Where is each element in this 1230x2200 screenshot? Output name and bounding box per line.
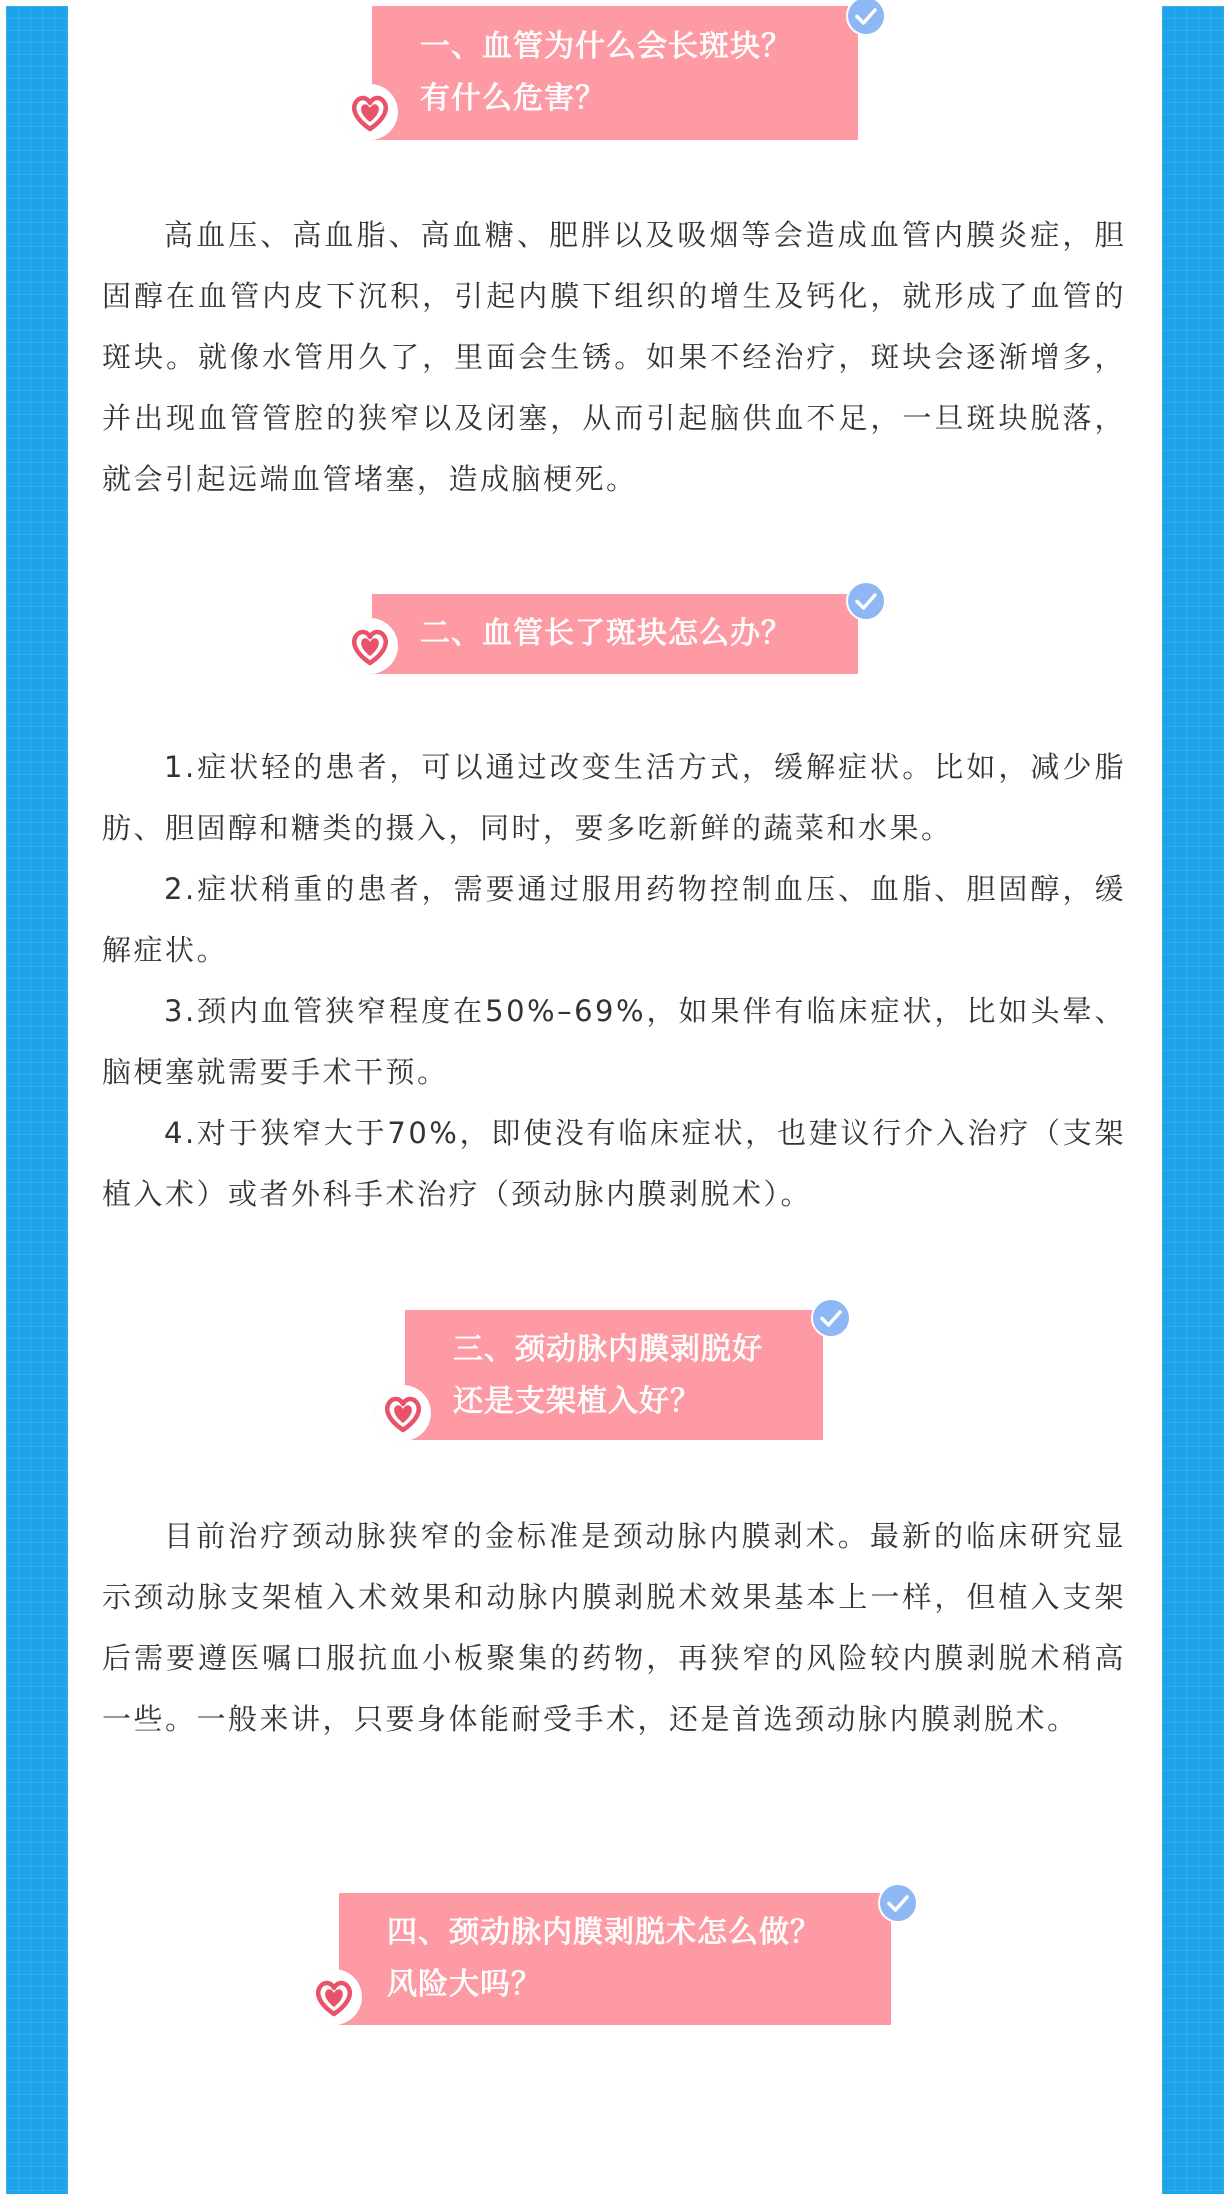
- section-3-heading-line-1: 三、颈动脉内膜剥脱好: [453, 1332, 763, 1367]
- check-circle-icon: [811, 1298, 851, 1338]
- section-3-paragraph-1: 目前治疗颈动脉狭窄的金标准是颈动脉内膜剥术。最新的临床研究显示颈动脉支架植入术效果和动脉内膜剥脱术效果基本上一样，但植入支架后需要遵医嘱口服抗血小板聚集的药物，再狭窄的风险较内膜剥脱术稍高一些。一般来讲，只要身体能耐受手术，还是首选颈动脉内膜剥脱术。: [102, 1519, 1126, 1736]
- section-1-heading: [372, 6, 858, 140]
- heart-icon: [342, 618, 398, 674]
- section-4-heading-line-1: 四、颈动脉内膜剥脱术怎么做？: [387, 1915, 821, 1950]
- section-4-heading: [339, 1893, 891, 2025]
- heart-icon: [306, 1969, 362, 2025]
- section-2-paragraph-3: 3.颈内血管狭窄程度在50%–69%，如果伴有临床症状，比如头晕、脑梗塞就需要手术干预。: [102, 994, 1126, 1089]
- heart-icon: [375, 1385, 431, 1441]
- left-side-border: [6, 6, 68, 2194]
- check-circle-icon: [846, 581, 886, 621]
- section-2-heading-line-1: 二、血管长了斑块怎么办？: [420, 616, 792, 651]
- section-3-heading-line-2: 还是支架植入好？: [453, 1384, 701, 1419]
- section-4-heading-line-2: 风险大吗？: [387, 1967, 542, 2002]
- section-2-paragraph-2: 2.症状稍重的患者，需要通过服用药物控制血压、血脂、胆固醇，缓解症状。: [102, 872, 1126, 967]
- section-1-heading-line-1: 一、血管为什么会长斑块？: [420, 29, 792, 64]
- section-3-heading: [405, 1310, 823, 1440]
- check-circle-icon: [846, 0, 886, 36]
- right-side-border: [1162, 6, 1224, 2194]
- section-1-heading-line-2: 有什么危害？: [420, 81, 606, 116]
- heart-icon: [342, 84, 398, 140]
- check-circle-icon: [878, 1883, 918, 1923]
- section-1-paragraph-1: 高血压、高血脂、高血糖、肥胖以及吸烟等会造成血管内膜炎症，胆固醇在血管内皮下沉积，引起内膜下组织的增生及钙化，就形成了血管的斑块。就像水管用久了，里面会生锈。如果不经治疗，斑块会逐渐增多，并出现血管管腔的狭窄以及闭塞，从而引起脑供血不足，一旦斑块脱落，就会引起远端血管堵塞，造成脑梗死。: [102, 218, 1126, 496]
- section-2-heading: [372, 594, 858, 674]
- section-2-paragraph-1: 1.症状轻的患者，可以通过改变生活方式，缓解症状。比如，减少脂肪、胆固醇和糖类的摄入，同时，要多吃新鲜的蔬菜和水果。: [102, 750, 1126, 845]
- section-2-paragraph-4: 4.对于狭窄大于70%，即使没有临床症状，也建议行介入治疗（支架植入术）或者外科手术治疗（颈动脉内膜剥脱术）。: [102, 1116, 1126, 1211]
